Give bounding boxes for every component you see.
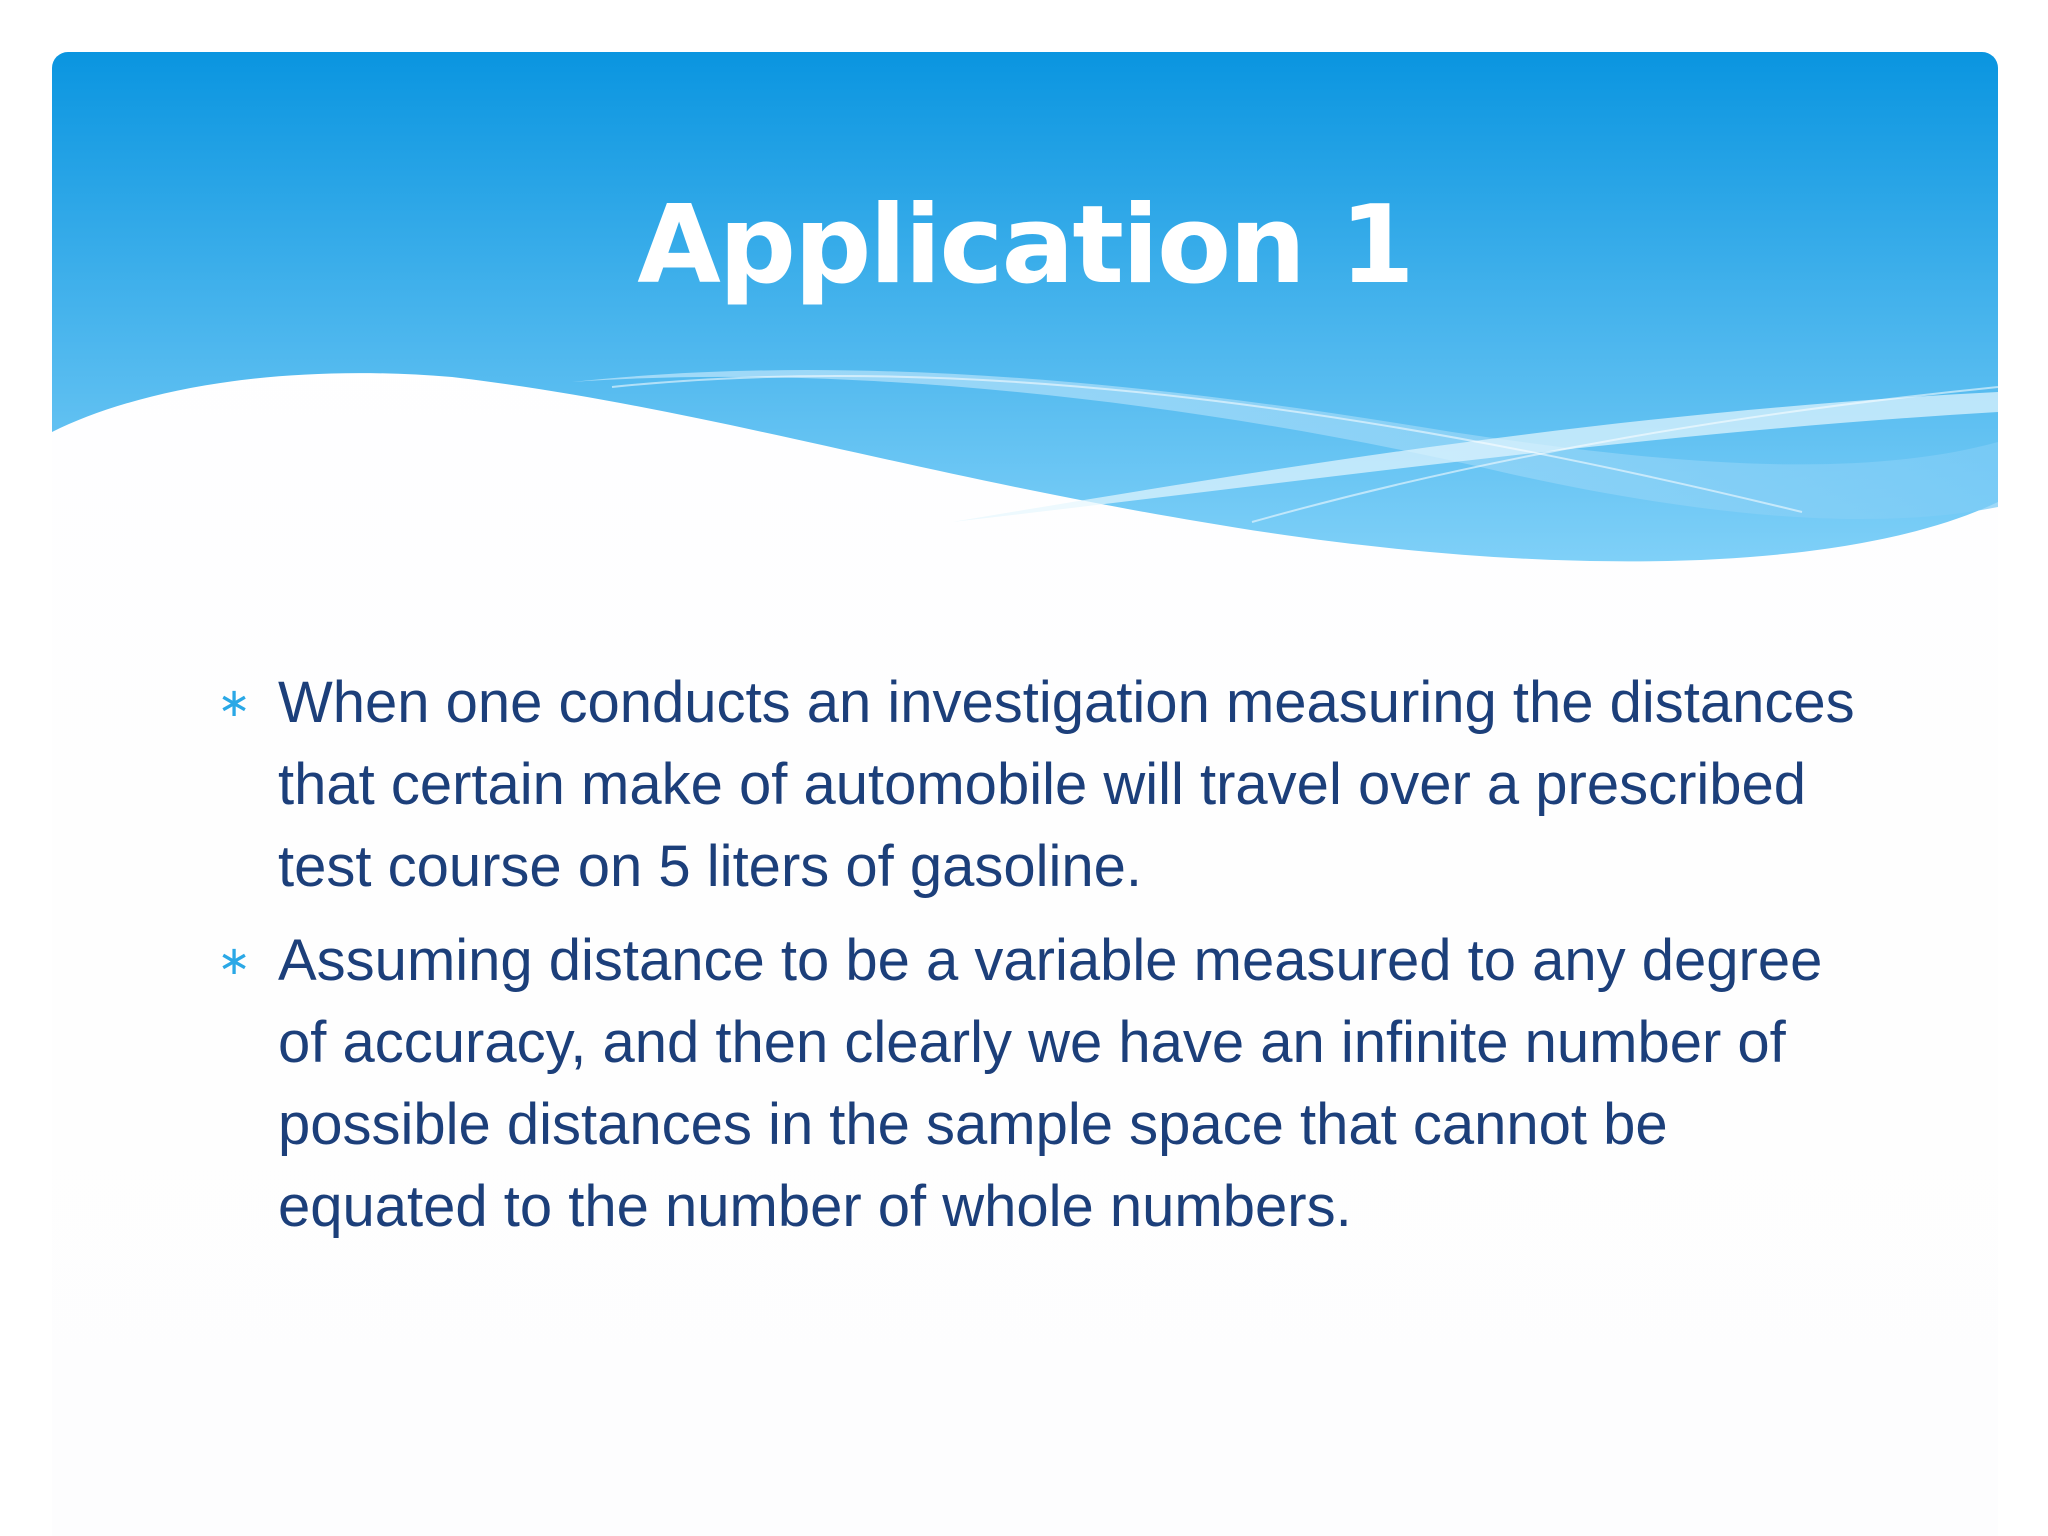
bullet-item — [214, 662, 1864, 908]
slide — [52, 52, 1998, 1536]
bullet-text: When one conducts an investigation measuring the distances that certain make of automobile will travel over a prescribed test course on 5 liters of gasoline. — [278, 670, 1855, 899]
asterisk-icon: ∗ — [217, 938, 251, 984]
bullet-text: Assuming distance to be a variable measured to any degree of accuracy, and then clearly we have an infinite number of possible distances in the sample space that cannot be equated to the number of whole numbers. — [278, 928, 1823, 1239]
asterisk-icon: ∗ — [217, 680, 251, 726]
bullet-list — [214, 662, 1864, 1260]
slide-title: Application 1 — [637, 183, 1413, 308]
title-banner — [52, 52, 1998, 572]
bullet-item — [214, 920, 1864, 1248]
